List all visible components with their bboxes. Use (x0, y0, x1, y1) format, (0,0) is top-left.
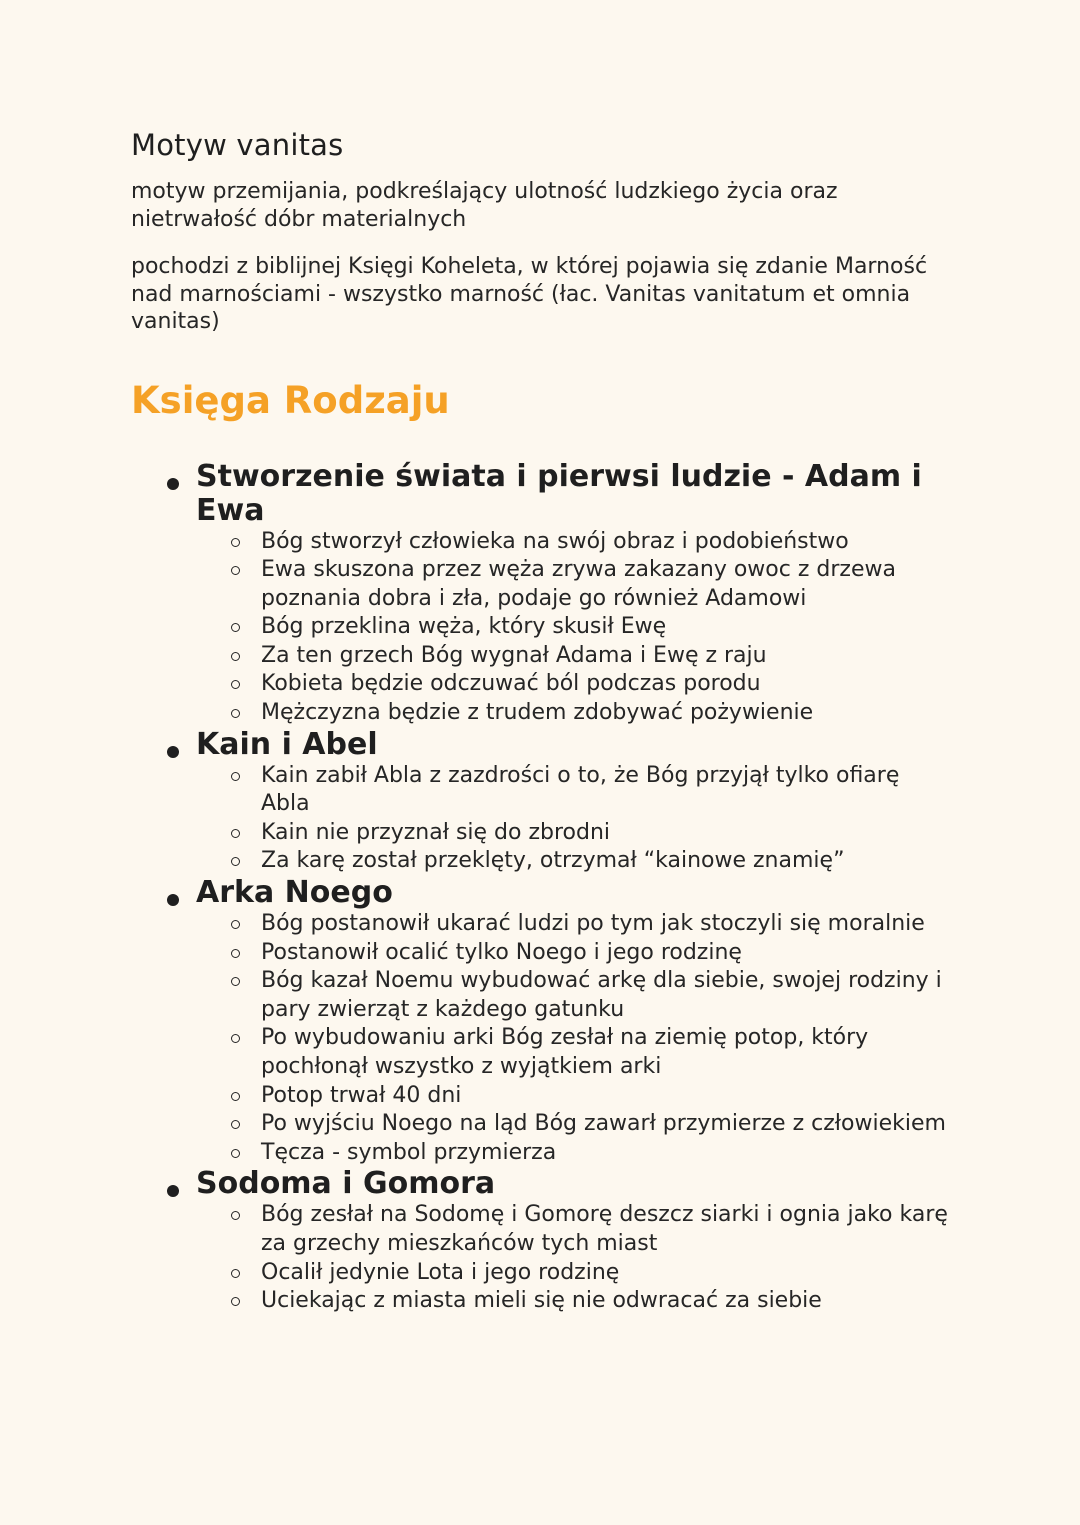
list-item-text: Kobieta będzie odczuwać ból podczas porodu (261, 671, 761, 697)
topic-title: Stworzenie świata i pierwsi ludzie - Adam i Ewa (196, 458, 922, 528)
list-item (261, 1139, 950, 1168)
list-item (261, 670, 950, 699)
bullet-icon (167, 1185, 179, 1197)
list-item-text: Mężczyzna będzie z trudem zdobywać pożywienie (261, 700, 814, 726)
list-item (261, 819, 950, 848)
list-item-text: Kain nie przyznał się do zbrodni (261, 819, 611, 845)
bullet-icon (167, 478, 179, 490)
point-list (196, 910, 950, 1167)
section-heading: Księga Rodzaju (131, 378, 450, 422)
list-item (261, 967, 950, 1024)
circle-bullet-icon (231, 1269, 240, 1278)
list-item-text: Bóg stworzył człowieka na swój obraz i podobieństwo (261, 528, 849, 554)
list-item (261, 613, 950, 642)
list-item (261, 1201, 950, 1258)
list-item-text: Bóg postanowił ukarać ludzi po tym jak stoczyli się moralnie (261, 911, 925, 937)
circle-bullet-icon (231, 623, 240, 632)
list-item (261, 1287, 950, 1316)
topic-title: Arka Noego (196, 875, 393, 911)
topic-item (131, 728, 950, 876)
list-item-text: Bóg przeklina węża, który skusił Ewę (261, 614, 667, 640)
list-item-text: Po wybudowaniu arki Bóg zesłał na ziemię potop, który pochłonął wszystko z wyjątkiem arki (261, 1025, 869, 1079)
list-item-text: Bóg kazał Noemu wybudować arkę dla siebie, swojej rodziny i pary zwierząt z każdego gatunku (261, 968, 942, 1022)
list-item-text: Bóg zesłał na Sodomę i Gomorę deszcz siarki i ognia jako karę za grzechy mieszkańców tych miast (261, 1202, 948, 1256)
circle-bullet-icon (231, 857, 240, 866)
circle-bullet-icon (231, 772, 240, 781)
list-item (261, 1110, 950, 1139)
circle-bullet-icon (231, 949, 240, 958)
list-item-text: Ocalił jedynie Lota i jego rodzinę (261, 1259, 620, 1285)
topic-item (131, 1167, 950, 1315)
circle-bullet-icon (231, 538, 240, 547)
origin-paragraph: pochodzi z biblijnej Księgi Koheleta, w której pojawia się zdanie Marność nad marnościami - wszystko marność (łac. Vanitas vanitatum et omnia vanitas) (131, 254, 928, 334)
circle-bullet-icon (231, 1211, 240, 1220)
circle-bullet-icon (231, 566, 240, 575)
list-item (261, 1259, 950, 1288)
circle-bullet-icon (231, 1297, 240, 1306)
list-item-text: Postanowił ocalić tylko Noego i jego rodzinę (261, 939, 742, 965)
page-title: Motyw vanitas (131, 128, 344, 162)
list-item-text: Kain zabił Abla z zazdrości o to, że Bóg przyjął tylko ofiarę Abla (261, 762, 900, 817)
bullet-icon (167, 894, 179, 906)
list-item (261, 642, 950, 671)
definition-paragraph: motyw przemijania, podkreślający ulotność ludzkiego życia oraz nietrwałość dóbr materialnych (131, 179, 838, 232)
circle-bullet-icon (231, 829, 240, 838)
list-item-text: Potop trwał 40 dni (261, 1082, 462, 1108)
list-item-text: Ewa skuszona przez węża zrywa zakazany owoc z drzewa poznania dobra i zła, podaje go również Adamowi (261, 557, 896, 611)
list-item (261, 939, 950, 968)
point-list (196, 1201, 950, 1315)
circle-bullet-icon (231, 1149, 240, 1158)
list-item-text: Za ten grzech Bóg wygnał Adama i Ewę z raju (261, 642, 767, 668)
topic-title: Kain i Abel (196, 726, 378, 762)
list-item (261, 556, 950, 613)
topic-title: Sodoma i Gomora (196, 1166, 496, 1202)
list-item (261, 528, 950, 557)
point-list (196, 528, 950, 728)
topic-item (131, 876, 950, 1167)
circle-bullet-icon (231, 920, 240, 929)
circle-bullet-icon (231, 1092, 240, 1101)
list-item-text: Za karę został przeklęty, otrzymał “kainowe znamię” (261, 848, 845, 874)
topic-list (131, 460, 950, 1316)
point-list (196, 762, 950, 876)
circle-bullet-icon (231, 1120, 240, 1129)
circle-bullet-icon (231, 977, 240, 986)
circle-bullet-icon (231, 709, 240, 718)
list-item-text: Po wyjściu Noego na ląd Bóg zawarł przymierze z człowiekiem (261, 1111, 946, 1137)
list-item (261, 762, 950, 819)
list-item-text: Uciekając z miasta mieli się nie odwracać za siebie (261, 1288, 822, 1314)
circle-bullet-icon (231, 652, 240, 661)
list-item (261, 1024, 950, 1081)
list-item (261, 699, 950, 728)
list-item (261, 847, 950, 876)
list-item-text: Tęcza - symbol przymierza (261, 1139, 557, 1165)
topic-item (131, 460, 950, 728)
list-item (261, 1082, 950, 1111)
circle-bullet-icon (231, 1034, 240, 1043)
circle-bullet-icon (231, 680, 240, 689)
list-item (261, 910, 950, 939)
bullet-icon (167, 746, 179, 758)
